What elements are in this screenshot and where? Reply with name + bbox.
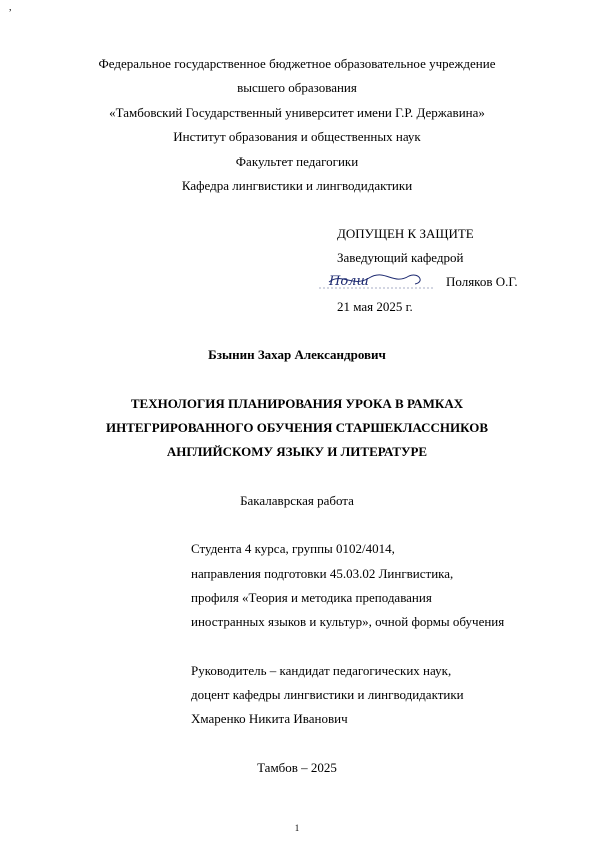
header-line-department: Кафедра лингвистики и лингводидактики xyxy=(181,178,413,193)
supervisor-line3: Хмаренко Никита Иванович xyxy=(191,711,348,726)
signature-image xyxy=(319,270,437,292)
header-line-institution: Федеральное государственное бюджетное образовательное учреждение xyxy=(98,56,496,71)
supervisor-line1: Руководитель – кандидат педагогических наук, xyxy=(191,663,452,678)
thesis-title-line1: ТЕХНОЛОГИЯ ПЛАНИРОВАНИЯ УРОКА В РАМКАХ xyxy=(130,396,464,411)
student-info-line2: направления подготовки 45.03.02 Лингвистика, xyxy=(191,566,454,581)
thesis-title-line2: ИНТЕГРИРОВАННОГО ОБУЧЕНИЯ СТАРШЕКЛАССНИКОВ xyxy=(105,420,489,435)
thesis-title-line3: АНГЛИЙСКОМУ ЯЗЫКУ И ЛИТЕРАТУРЕ xyxy=(166,444,428,459)
header-line-institute: Институт образования и общественных наук xyxy=(173,129,421,144)
author-name: Бзынин Захар Александрович xyxy=(208,347,386,362)
header-line-education: высшего образования xyxy=(237,80,357,95)
stray-mark: , xyxy=(9,2,12,13)
student-info-line1: Студента 4 курса, группы 0102/4014, xyxy=(191,541,395,556)
work-type: Бакалаврская работа xyxy=(240,493,354,508)
approval-role: Заведующий кафедрой xyxy=(337,250,464,265)
header-line-faculty: Факультет педагогики xyxy=(235,154,359,169)
svg-text:Полш: Полш xyxy=(329,274,369,289)
supervisor-line2: доцент кафедры лингвистики и лингводидактики xyxy=(191,687,464,702)
student-info-line4: иностранных языков и культур», очной формы обучения xyxy=(191,614,505,629)
approval-title: ДОПУЩЕН К ЗАЩИТЕ xyxy=(337,226,474,241)
approval-date: 21 мая 2025 г. xyxy=(337,299,413,314)
page-number: 1 xyxy=(294,823,300,833)
student-info-line3: профиля «Теория и методика преподавания xyxy=(191,590,432,605)
city-year: Тамбов – 2025 xyxy=(257,760,337,775)
approval-signer: Поляков О.Г. xyxy=(446,274,518,289)
header-line-university: «Тамбовский Государственный университет имени Г.Р. Державина» xyxy=(109,105,485,120)
